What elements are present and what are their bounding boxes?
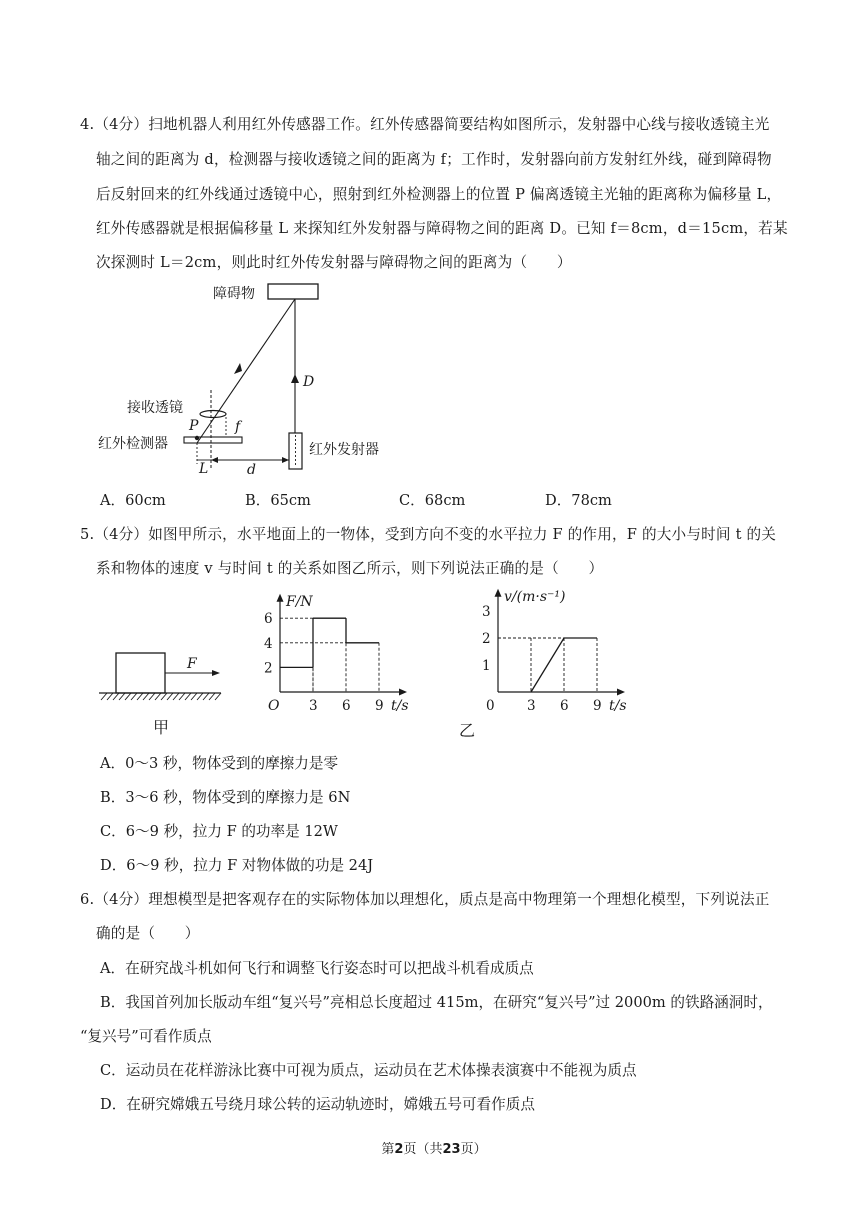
reflected-ray-arrow bbox=[234, 363, 242, 374]
y-tick-label: 1 bbox=[482, 658, 491, 674]
q6-option-a: A．在研究战斗机如何飞行和调整飞行姿态时可以把战斗机看成质点 bbox=[100, 960, 534, 977]
hatch-mark bbox=[191, 693, 197, 700]
hatch-mark bbox=[203, 693, 209, 700]
hatch-mark bbox=[173, 693, 179, 700]
force-F-label: F bbox=[187, 656, 197, 672]
emitted-ray-arrow bbox=[291, 374, 299, 383]
q5-option-d: D．6～9 秒，拉力 F 对物体做的功是 24J bbox=[100, 857, 374, 874]
q4-line-4: 红外传感器就是根据偏移量 L 来探知红外发射器与障碍物之间的距离 D。已知 f＝8cm，d＝15cm，若某 bbox=[96, 220, 788, 237]
origin-label: O bbox=[268, 698, 280, 714]
receiving-lens bbox=[200, 411, 226, 418]
y-axis-label: F/N bbox=[286, 593, 313, 610]
q4-line-1: 4.（4分）扫地机器人利用红外传感器工作。红外传感器简要结构如图所示，发射器中心线与接收透镜主光 bbox=[80, 116, 770, 133]
q6-option-c: C．运动员在花样游泳比赛中可视为质点，运动员在艺术体操表演赛中不能视为质点 bbox=[100, 1062, 637, 1079]
q6-line-1: 6.（4分）理想模型是把客观存在的实际物体加以理想化，质点是高中物理第一个理想化模型，下列说法正 bbox=[80, 891, 770, 908]
hatch-mark bbox=[167, 693, 173, 700]
hatch-mark bbox=[137, 693, 143, 700]
f-label: f bbox=[235, 419, 241, 435]
q5-option-a: A．0～3 秒，物体受到的摩擦力是零 bbox=[100, 755, 339, 772]
y-axis-arrow bbox=[277, 594, 284, 602]
q5-line-1: 5.（4分）如图甲所示，水平地面上的一物体，受到方向不变的水平拉力 F 的作用，F 的大小与时间 t 的关 bbox=[80, 526, 777, 543]
block bbox=[116, 653, 165, 693]
q6-line-2: 确的是（ ） bbox=[96, 925, 200, 942]
x-axis-arrow bbox=[617, 689, 625, 696]
obstacle-label: 障碍物 bbox=[213, 286, 255, 302]
x-tick-label: 9 bbox=[593, 698, 602, 714]
hatch-mark bbox=[185, 693, 191, 700]
point-P-label: P bbox=[189, 418, 199, 434]
hatch-mark bbox=[125, 693, 131, 700]
hatch-mark bbox=[119, 693, 125, 700]
q4-line-2: 轴之间的距离为 d，检测器与接收透镜之间的距离为 f；工作时，发射器向前方发射红外线，碰到障碍物 bbox=[96, 151, 772, 168]
x-axis-arrow bbox=[399, 689, 407, 696]
x-tick-label: 6 bbox=[342, 698, 351, 714]
y-tick-label: 2 bbox=[264, 660, 273, 677]
q4-option-c: C．68cm bbox=[399, 492, 466, 509]
footer-mid: 页（共 bbox=[403, 1142, 443, 1157]
ground-hatch bbox=[101, 693, 221, 700]
y-tick-label: 4 bbox=[264, 635, 273, 652]
q6-option-b-cont: “复兴号”可看作质点 bbox=[80, 1028, 212, 1045]
hatch-mark bbox=[149, 693, 155, 700]
detector-label: 红外检测器 bbox=[98, 436, 168, 452]
x-axis-label: t/s bbox=[609, 698, 627, 714]
x-axis-label: t/s bbox=[391, 698, 409, 714]
q6-option-d: D．在研究嫦娥五号绕月球公转的运动轨迹时，嫦娥五号可看作质点 bbox=[100, 1096, 535, 1113]
d-arrow-right bbox=[282, 457, 289, 463]
hatch-mark bbox=[197, 693, 203, 700]
x-tick-label: 3 bbox=[527, 698, 536, 714]
q4-option-d: D．78cm bbox=[545, 492, 612, 509]
q6-option-b: B．我国首列加长版动车组“复兴号”亮相总长度超过 415m，在研究“复兴号”过 2000m 的铁路涵洞时， bbox=[100, 994, 773, 1011]
q5-line-2: 系和物体的速度 v 与时间 t 的关系如图乙所示，则下列说法正确的是（ ） bbox=[96, 560, 604, 577]
f-t-chart bbox=[255, 583, 470, 718]
y-axis-arrow bbox=[495, 589, 502, 597]
v-t-chart bbox=[475, 583, 675, 718]
footer-post: 页） bbox=[460, 1142, 487, 1157]
y-tick-label: 2 bbox=[482, 631, 491, 647]
footer-pre: 第 bbox=[381, 1142, 395, 1157]
caption-yi: 乙 bbox=[459, 721, 476, 740]
series-segment bbox=[531, 638, 564, 692]
distance-D-label: D bbox=[303, 374, 315, 390]
q4-option-a: A．60cm bbox=[100, 492, 166, 509]
x-tick-label: 9 bbox=[375, 698, 384, 714]
footer-total-pages: 23 bbox=[442, 1142, 461, 1157]
hatch-mark bbox=[179, 693, 185, 700]
caption-jia: 甲 bbox=[153, 718, 170, 737]
q5-option-b: B．3～6 秒，物体受到的摩擦力是 6N bbox=[100, 789, 351, 806]
hatch-mark bbox=[101, 693, 107, 700]
d-arrow-left bbox=[211, 457, 218, 463]
hatch-mark bbox=[131, 693, 137, 700]
infrared-sensor-diagram bbox=[90, 278, 420, 478]
y-axis-label: v/(m·s⁻¹) bbox=[504, 588, 566, 605]
hatch-mark bbox=[209, 693, 215, 700]
hatch-mark bbox=[107, 693, 113, 700]
detector-plate bbox=[184, 437, 242, 443]
q4-line-3: 后反射回来的红外线通过透镜中心，照射到红外检测器上的位置 P 偏离透镜主光轴的距离称为偏移量 L， bbox=[96, 186, 782, 203]
y-tick-label: 6 bbox=[264, 611, 273, 628]
footer-page-number: 2 bbox=[394, 1142, 404, 1157]
q4-line-5: 次探测时 L＝2cm，则此时红外传发射器与障碍物之间的距离为（ ） bbox=[96, 254, 572, 271]
reflected-ray bbox=[197, 299, 295, 443]
q4-option-b: B．65cm bbox=[245, 492, 311, 509]
figure-jia bbox=[95, 640, 230, 740]
x-tick-label: 3 bbox=[309, 698, 318, 714]
L-label: L bbox=[199, 461, 209, 477]
hatch-mark bbox=[143, 693, 149, 700]
q5-option-c: C．6～9 秒，拉力 F 的功率是 12W bbox=[100, 823, 338, 840]
y-tick-label: 3 bbox=[482, 604, 491, 620]
force-arrowhead bbox=[212, 670, 220, 676]
hatch-mark bbox=[215, 693, 221, 700]
page-footer bbox=[0, 1138, 868, 1157]
obstacle-box bbox=[268, 284, 318, 299]
hatch-mark bbox=[113, 693, 119, 700]
lens-label: 接收透镜 bbox=[127, 400, 183, 416]
emitter-label: 红外发射器 bbox=[309, 442, 379, 458]
hatch-mark bbox=[161, 693, 167, 700]
point-P bbox=[195, 436, 199, 440]
hatch-mark bbox=[155, 693, 161, 700]
origin-label: 0 bbox=[486, 698, 495, 714]
x-tick-label: 6 bbox=[560, 698, 569, 714]
d-label: d bbox=[247, 462, 256, 478]
